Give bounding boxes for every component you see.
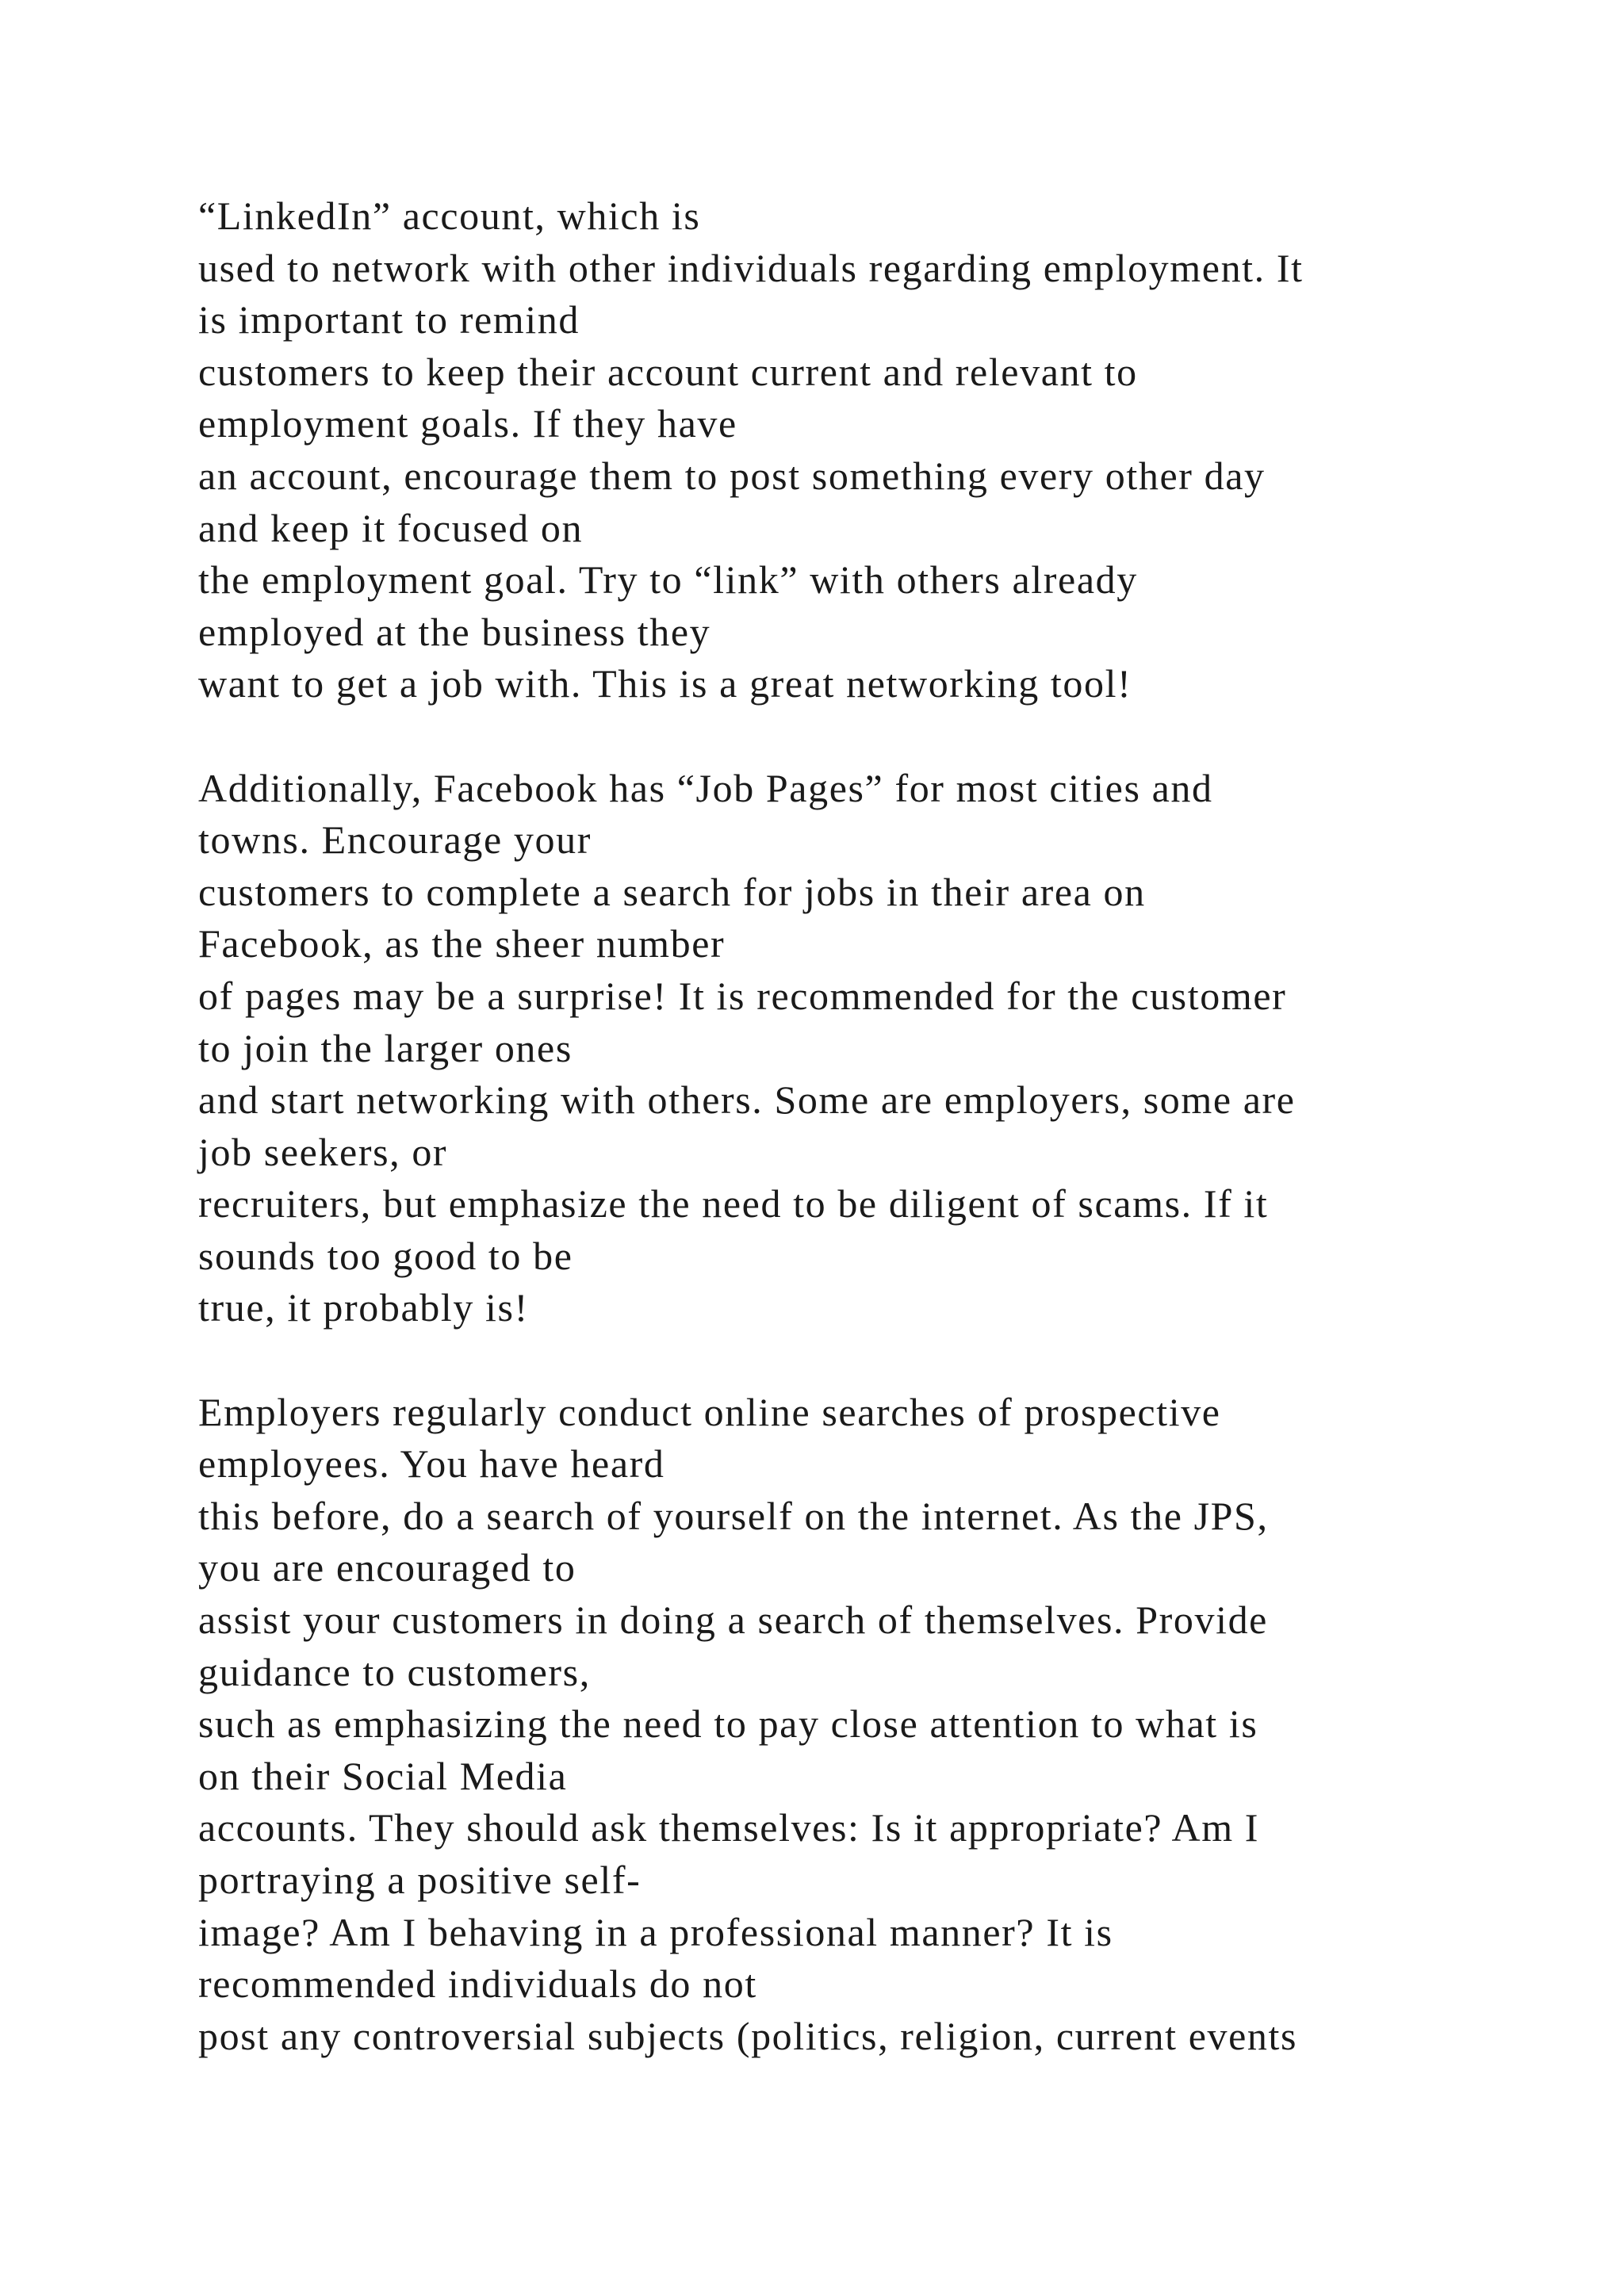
text-line: employment goals. If they have: [198, 401, 737, 446]
text-line: job seekers, or: [198, 1129, 448, 1174]
text-line: “LinkedIn” account, which is: [198, 193, 701, 238]
text-line: accounts. They should ask themselves: Is it appropriate? Am I: [198, 1805, 1260, 1850]
text-line: this before, do a search of yourself on the internet. As the JPS,: [198, 1493, 1269, 1538]
text-line: customers to complete a search for jobs in their area on: [198, 869, 1146, 914]
text-line: recruiters, but emphasize the need to be diligent of scams. If it: [198, 1181, 1269, 1226]
text-line: the employment goal. Try to “link” with others already: [198, 557, 1138, 603]
paragraph-linkedin: [198, 190, 1594, 710]
text-line: used to network with other individuals regarding employment. It: [198, 245, 1304, 290]
text-line: image? Am I behaving in a professional manner? It is: [198, 1909, 1113, 1954]
paragraph-facebook: [198, 763, 1594, 1335]
text-line: Facebook, as the sheer number: [198, 921, 726, 966]
text-line: sounds too good to be: [198, 1233, 573, 1278]
text-line: Additionally, Facebook has “Job Pages” for most cities and: [198, 765, 1213, 810]
text-line: such as emphasizing the need to pay close attention to what is: [198, 1701, 1258, 1747]
text-line: is important to remind: [198, 297, 580, 342]
text-line: of pages may be a surprise! It is recommended for the customer: [198, 973, 1287, 1018]
text-line: and start networking with others. Some are employers, some are: [198, 1077, 1296, 1123]
body-text: [198, 190, 1594, 2062]
text-line: customers to keep their account current and relevant to: [198, 349, 1138, 394]
text-line: you are encouraged to: [198, 1545, 576, 1590]
text-line: assist your customers in doing a search of themselves. Provide: [198, 1598, 1268, 1643]
text-line: true, it probably is!: [198, 1285, 529, 1330]
text-line: want to get a job with. This is a great networking tool!: [198, 661, 1132, 706]
paragraph-spacer: [198, 1334, 1594, 1387]
paragraph-online-searches: [198, 1387, 1594, 2063]
text-line: on their Social Media: [198, 1753, 568, 1798]
text-line: employees. You have heard: [198, 1441, 665, 1487]
text-line: towns. Encourage your: [198, 817, 592, 863]
text-line: an account, encourage them to post something every other day: [198, 453, 1266, 498]
text-line: post any controversial subjects (politics, religion, current events: [198, 2013, 1298, 2058]
text-line: portraying a positive self-: [198, 1858, 642, 1902]
text-line: and keep it focused on: [198, 505, 584, 550]
paragraph-spacer: [198, 710, 1594, 763]
text-line: Employers regularly conduct online searches of prospective: [198, 1389, 1221, 1434]
text-line: guidance to customers,: [198, 1649, 591, 1694]
text-line: recommended individuals do not: [198, 1961, 757, 2007]
text-line: to join the larger ones: [198, 1025, 573, 1070]
text-line: employed at the business they: [198, 609, 711, 654]
